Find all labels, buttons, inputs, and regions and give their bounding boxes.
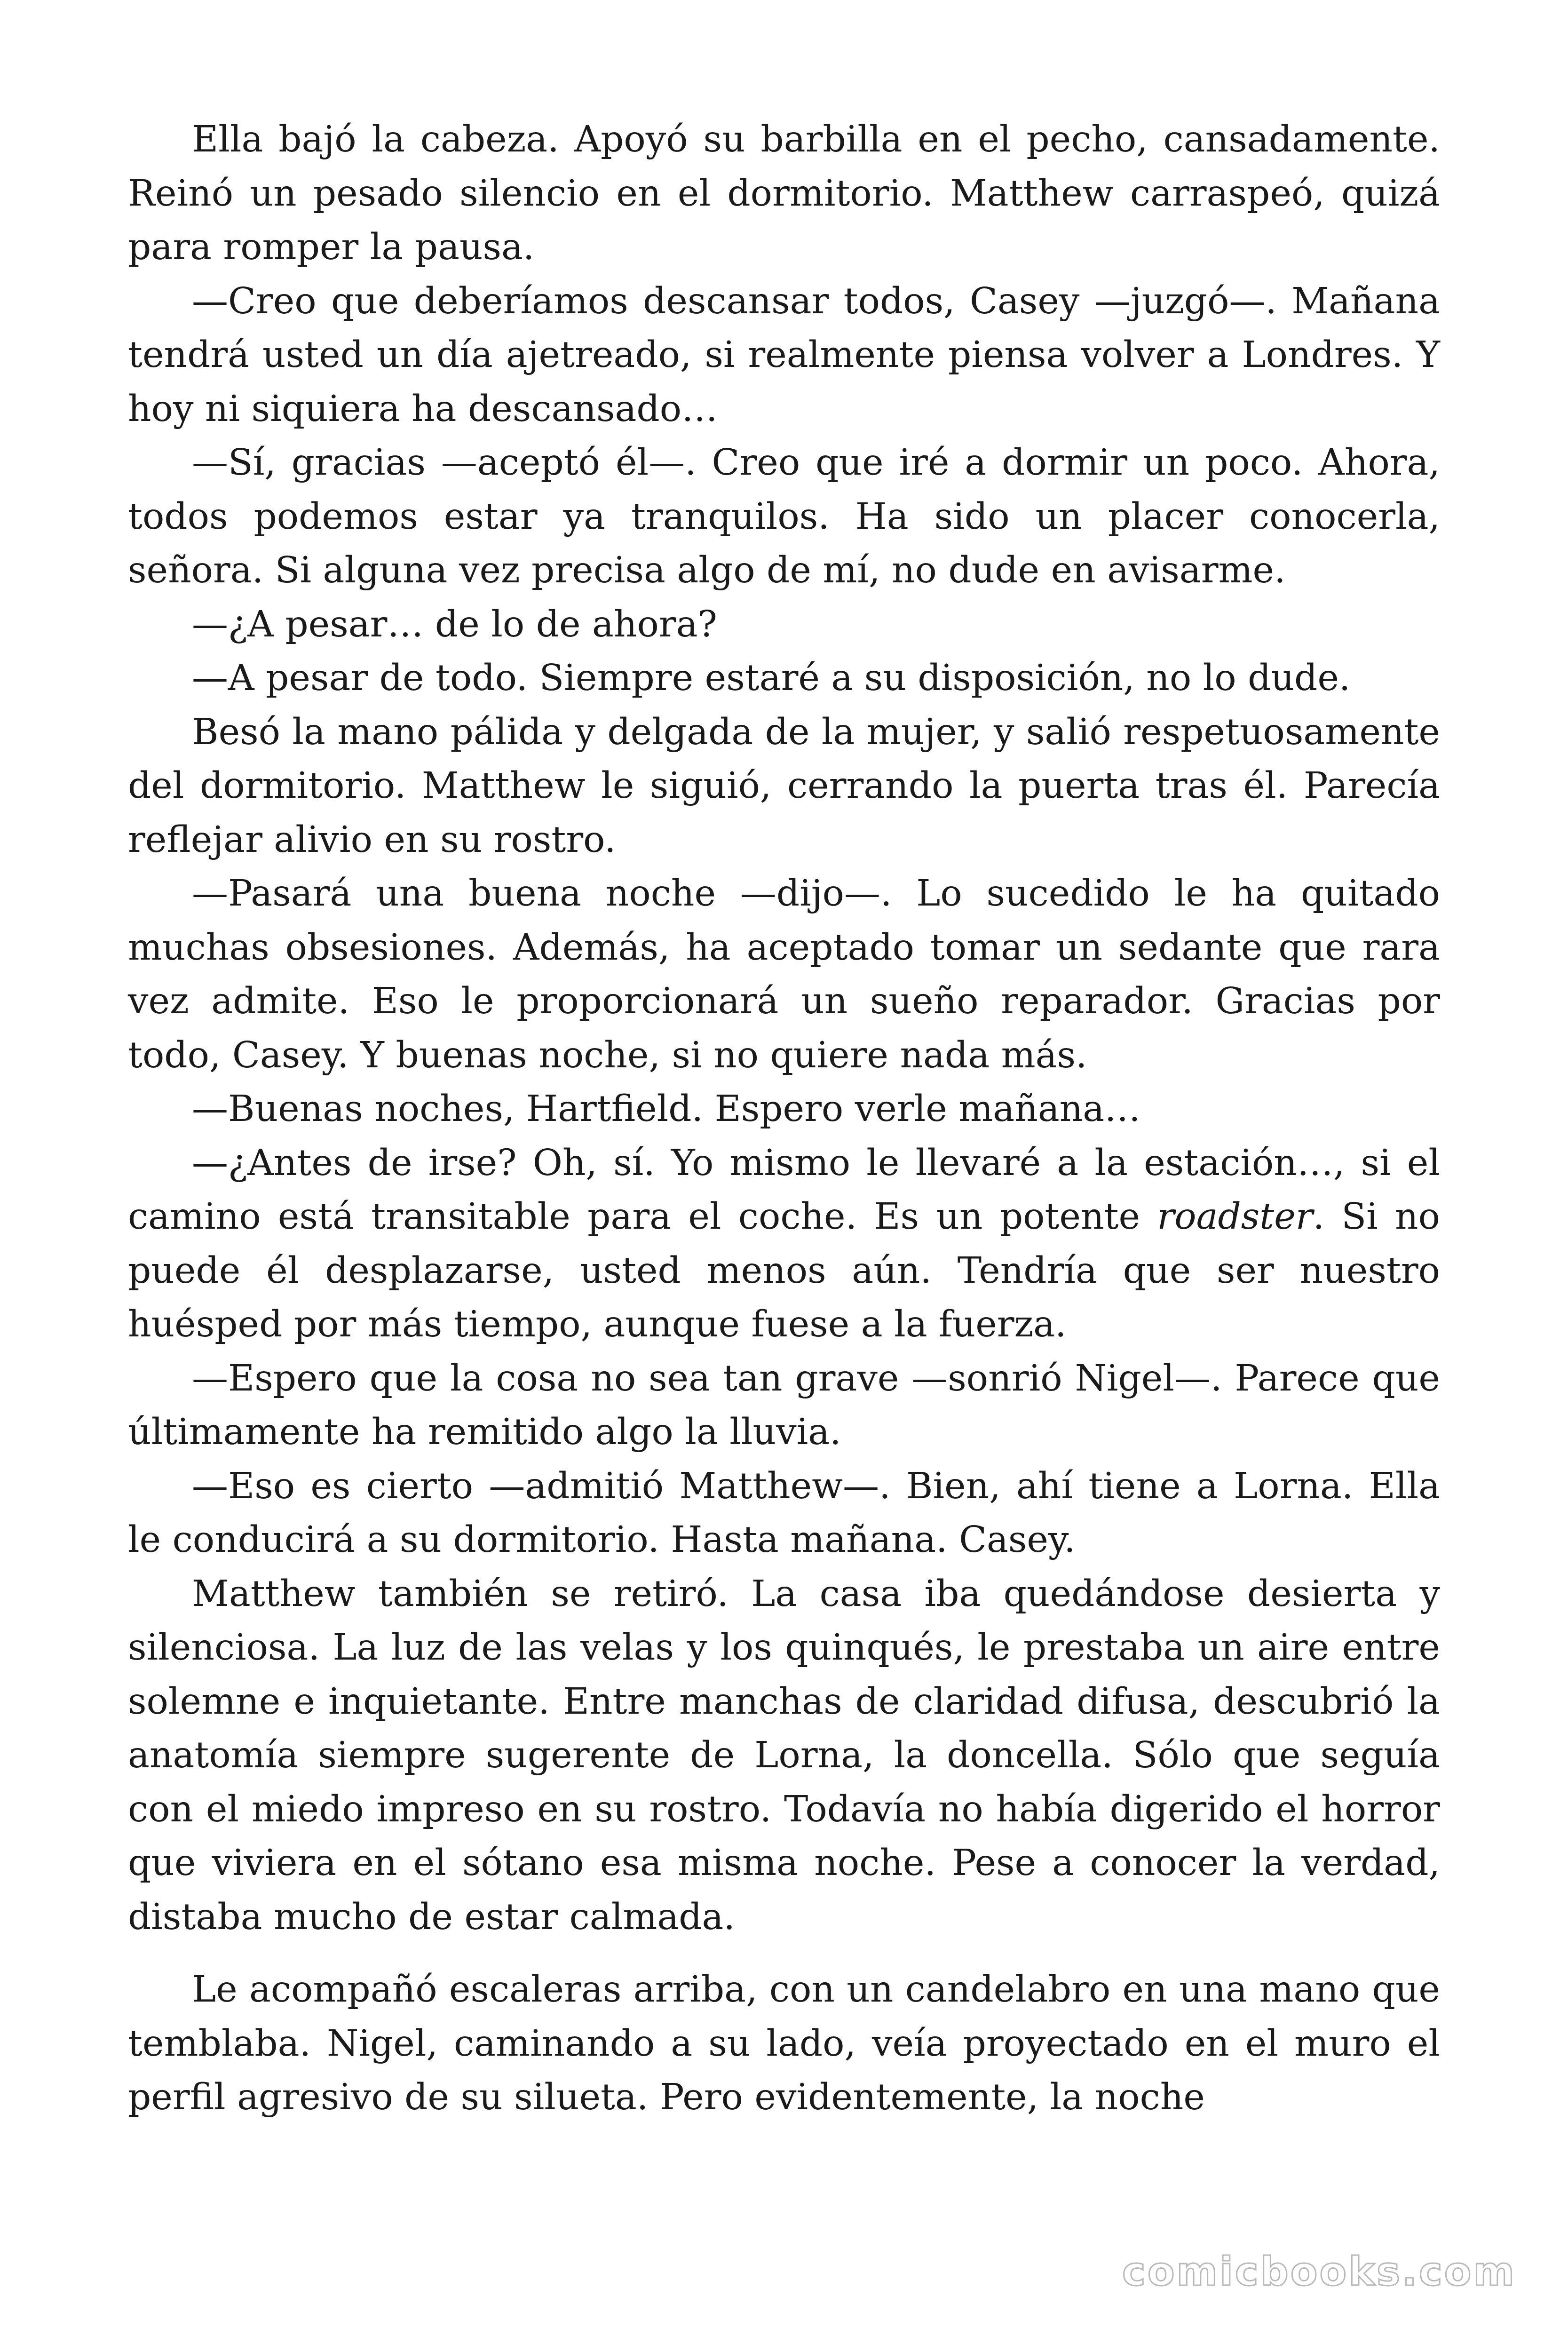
paragraph-1: Ella bajó la cabeza. Apoyó su barbilla en el pecho, cansadamente. Reinó un pesado silencio en el dormitorio. Matthew carraspeó, quizá para romper la pausa. bbox=[128, 119, 1440, 268]
paragraph-2: —Creo que deberíamos descansar todos, Casey —juzgó—. Mañana tendrá usted un día ajetreado, si realmente piensa volver a Londres. Y hoy ni siquiera ha descansado… bbox=[128, 280, 1440, 430]
paragraph-10: —Espero que la cosa no sea tan grave —sonrió Nigel—. Parece que últimamente ha remitido algo la lluvia. bbox=[128, 1357, 1440, 1453]
paragraph-3: —Sí, gracias —aceptó él—. Creo que iré a dormir un poco. Ahora, todos podemos estar ya tranquilos. Ha sido un placer conocerla, señora. Si alguna vez precisa algo de mí, no dude en avisarme. bbox=[128, 442, 1440, 591]
paragraph-9-italic-word: roadster bbox=[1157, 1196, 1313, 1238]
paragraph-12: Matthew también se retiró. La casa iba quedándose desierta y silenciosa. La luz de las velas y los quinqués, le prestaba un aire entre solemne e inquietante. Entre manchas de claridad difusa, descubrió la anatomía siempre sugerente de Lorna, la doncella. Sólo que seguía con el miedo impreso en su rostro. Todavía no había digerido el horror que viviera en el sótano esa misma noche. Pese a conocer la verdad, distaba mucho de estar calmada. bbox=[128, 1573, 1440, 1938]
paragraph-4: —¿A pesar… de lo de ahora? bbox=[192, 603, 717, 645]
paragraph-5: —A pesar de todo. Siempre estaré a su disposición, no lo dude. bbox=[192, 657, 1351, 699]
paragraph-9-text-before: —¿Antes de irse? Oh, sí. Yo mismo le llevaré a la estación…, si el camino está transitable para el coche. Es un potente bbox=[128, 1142, 1440, 1238]
paragraph-11: —Eso es cierto —admitió Matthew—. Bien, ahí tiene a Lorna. Ella le conducirá a su dormitorio. Hasta mañana. Casey. bbox=[128, 1465, 1440, 1561]
paragraph-7: —Pasará una buena noche —dijo—. Lo sucedido le ha quitado muchas obsesiones. Además, ha aceptado tomar un sedante que rara vez admite. Eso le proporcionará un sueño reparador. Gracias por todo, Casey. Y buenas noche, si no quiere nada más. bbox=[128, 873, 1440, 1076]
page-text bbox=[128, 113, 1440, 2125]
paragraph-13: Le acompañó escaleras arriba, con un candelabro en una mano que temblaba. Nigel, caminando a su lado, veía proyectado en el muro el perfil agresivo de su silueta. Pero evidentemente, la noche bbox=[128, 1969, 1440, 2118]
paragraph-6: Besó la mano pálida y delgada de la mujer, y salió respetuosamente del dormitorio. Matthew le siguió, cerrando la puerta tras él. Parecía reflejar alivio en su rostro. bbox=[128, 711, 1440, 861]
paragraph-8: —Buenas noches, Hartfield. Espero verle mañana… bbox=[192, 1088, 1141, 1130]
paragraph-9-text-after: . Si no puede él desplazarse, usted menos aún. Tendría que ser nuestro huésped por más tiempo, aunque fuese a la fuerza. bbox=[128, 1196, 1440, 1345]
paragraph-9 bbox=[128, 1136, 1440, 1352]
watermark-text: comicbooks.com bbox=[1122, 2249, 1516, 2295]
